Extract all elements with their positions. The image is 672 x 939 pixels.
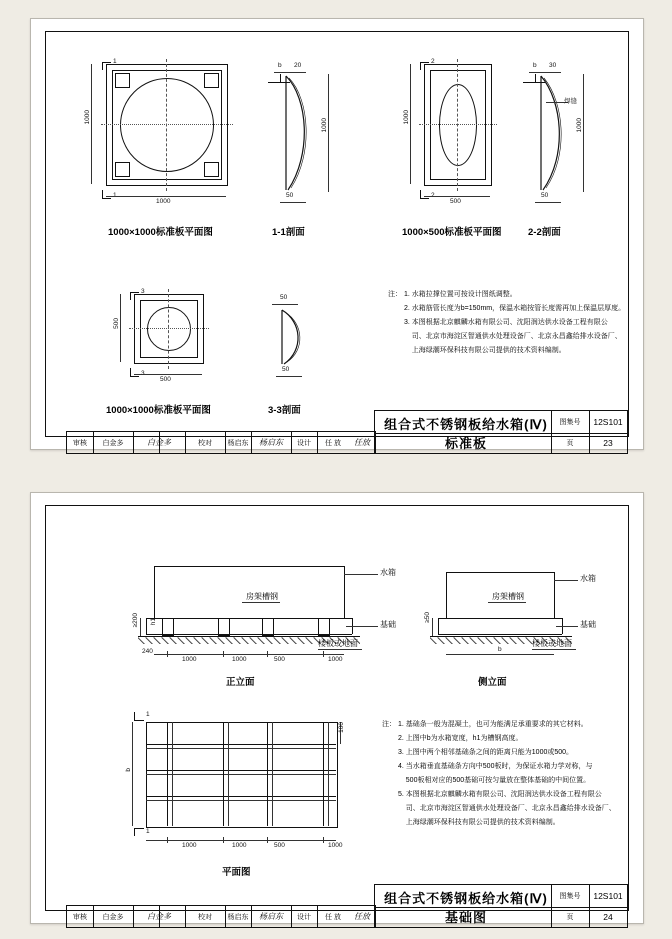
leader-base-side	[556, 626, 578, 627]
plan-rib-4	[323, 722, 324, 826]
side-tank-right	[554, 572, 555, 618]
leader-floor-front	[318, 649, 362, 650]
sig24-label-design: 设计	[297, 913, 311, 921]
signature-block-24	[66, 905, 376, 928]
plan-outline	[146, 722, 338, 828]
sec11-tab	[280, 74, 281, 82]
dim-line-height	[91, 64, 92, 184]
leader-tank-side	[554, 580, 578, 581]
note-line-5: 上海绿潮环保科技有限公司提供的技术资料编制。	[404, 347, 566, 354]
leader-channel-side	[488, 602, 526, 603]
dim-plan-bay-4: 1000	[328, 842, 343, 849]
page-label-23: 页	[566, 440, 574, 447]
page-label-24: 页	[566, 914, 574, 921]
section-number-3-top: 3	[141, 288, 145, 295]
dim-bay-4: 1000	[328, 656, 343, 663]
dim-line-top-sec11	[274, 72, 306, 73]
dim-height-1000: 1000	[84, 110, 91, 125]
sig-label-check: 校对	[198, 439, 212, 447]
dim-width-1000: 1000	[156, 198, 171, 205]
sig-hand-design: 任放	[354, 438, 370, 447]
dim-line-bays-front	[154, 654, 344, 655]
front-base-left	[146, 618, 147, 634]
plan-rib-3	[267, 722, 268, 826]
notes-heading-sheet23: 注：	[388, 291, 402, 298]
plan-beam-3	[146, 796, 336, 797]
plan-section-bottom-leg	[134, 828, 135, 836]
dim-line-height-500b	[120, 294, 121, 362]
plan-beam-1	[146, 744, 336, 745]
dim-line-height-1000b	[410, 64, 411, 184]
section-number-3-bottom: 3	[141, 370, 145, 377]
sig-label-design: 设计	[297, 439, 311, 447]
dim-h2-label: h1	[150, 618, 157, 626]
section-number-1-bottom: 1	[113, 192, 117, 199]
sig24-name-check: 杨启东	[227, 913, 249, 921]
side-base-left	[438, 618, 439, 634]
centerline-h	[419, 124, 497, 125]
leader-tank-front	[344, 574, 378, 575]
dim-offset-240: 240	[142, 648, 153, 655]
plan-section-number-top: 1	[146, 711, 150, 718]
sec33-profile	[278, 308, 312, 368]
atlas-label-24: 图集号	[559, 893, 581, 900]
sig-hand-check: 杨启东	[259, 438, 283, 447]
side-base-bottom	[438, 634, 562, 635]
dim-width-500b: 500	[160, 376, 171, 383]
dim-height-sec22: 1000	[576, 118, 583, 133]
section-mark-bottom-leg	[420, 190, 421, 198]
centerline-v	[166, 59, 167, 191]
base-block	[218, 618, 230, 636]
dim-30-sec22: 30	[549, 62, 557, 69]
sheet-title-24: 组合式不锈钢板给水箱(Ⅳ)基础图	[384, 891, 548, 925]
drawing-sheet-24	[30, 492, 644, 924]
label-channel-side: 房架槽钢	[492, 592, 524, 601]
corner-gusset	[115, 162, 130, 177]
section-number-1-top: 1	[113, 58, 117, 65]
sig24-hand-design: 任放	[354, 912, 370, 921]
sec11-profile	[282, 74, 318, 194]
sheet-border-2	[45, 505, 629, 925]
corner-gusset	[204, 162, 219, 177]
dim-line-b-side	[446, 654, 554, 655]
plate-1000x500-dome	[439, 84, 477, 166]
caption-plan-500x500: 1000×1000标准板平面图	[106, 405, 211, 416]
dim-50-sec11: 50	[286, 192, 294, 199]
sig-name-review: 白金多	[102, 439, 124, 447]
label-floor-front: 楼板或地面	[318, 639, 358, 648]
base-block	[318, 618, 330, 636]
title-block-sheet23	[374, 410, 628, 454]
dim-width-500: 500	[450, 198, 461, 205]
side-base-top	[438, 618, 562, 619]
front-tank-left	[154, 566, 155, 618]
plan-beam-1b	[146, 748, 336, 749]
label-base-side: 基础	[580, 620, 596, 629]
sheet-border	[45, 31, 629, 451]
note24-line-7: 司、北京市海淀区智通供水处理设备厂、北京永昌鑫给排水设备厂、	[398, 805, 616, 812]
note-line-3: 3. 本图根据北京麒麟水箱有限公司、沈阳润达供水设备工程有限公	[404, 319, 608, 326]
atlas-label-23: 图集号	[559, 419, 581, 426]
label-tank-front: 水箱	[380, 568, 396, 577]
section-mark-top	[420, 62, 429, 63]
section-number-2-bottom: 2	[431, 192, 435, 199]
dim-line-top-sec22	[529, 72, 561, 73]
sig24-name-review: 白金多	[102, 913, 124, 921]
caption-plan-1000x500: 1000×500标准板平面图	[402, 227, 502, 238]
drawing-sheet-23	[30, 18, 644, 450]
section-mark-bottom-leg	[130, 368, 131, 376]
note-line-4: 司、北京市海淀区智通供水处理设备厂、北京永昌鑫给排水设备厂、	[404, 333, 622, 340]
dim-h1-side-label: ≥50	[424, 612, 431, 623]
dim-50-sec22: 50	[541, 192, 549, 199]
dim-50-sec33-top: 50	[280, 294, 288, 301]
notes-heading-sheet24: 注：	[382, 721, 396, 728]
dim-line-bottom-sec22	[535, 202, 561, 203]
plate-500x500-dome	[147, 307, 191, 351]
dim-line-width-500b	[134, 374, 202, 375]
note24-line-5: 500板相对应的500基础可按匀量放在整体基础的中间位置。	[398, 777, 591, 784]
dim-b-sec11: b	[278, 62, 282, 69]
plan-rib-2	[223, 722, 224, 826]
atlas-number-23: 12S101	[593, 417, 623, 427]
plate-1000x1000-dome	[120, 78, 214, 172]
caption-side-elevation: 侧立面	[478, 677, 507, 688]
dim-plan-bay-1: 1000	[182, 842, 197, 849]
section-mark-top-leg	[130, 292, 131, 300]
plan-beam-2b	[146, 774, 336, 775]
base-block	[262, 618, 274, 636]
sig-hand-review: 白金多	[147, 438, 171, 447]
dim-100-plan: 100	[338, 722, 345, 733]
dim-h1-label: ≥200	[132, 613, 139, 628]
sig24-label-check: 校对	[198, 913, 212, 921]
dim-plan-bay-2: 1000	[232, 842, 247, 849]
title-block-sheet24	[374, 884, 628, 928]
label-base-front: 基础	[380, 620, 396, 629]
note24-line-1: 1. 基础条一般为混凝土，也可为能满足承重要求的其它材料。	[398, 721, 588, 728]
sig24-label-review: 审核	[73, 913, 87, 921]
dim-bay-3: 500	[274, 656, 285, 663]
sig-name-design: 任 放	[325, 439, 341, 447]
section-mark-top	[130, 292, 139, 293]
dim-50-sec33-bottom: 50	[282, 366, 290, 373]
plan-section-top	[134, 720, 144, 721]
dim-h1-side	[432, 618, 433, 636]
centerline-h	[101, 124, 233, 125]
caption-section-1-1: 1-1剖面	[272, 227, 305, 238]
side-tank-left	[446, 572, 447, 618]
atlas-number-24: 12S101	[593, 891, 623, 901]
corner-gusset	[115, 73, 130, 88]
centerline-v	[168, 289, 169, 369]
section-mark-top	[102, 62, 111, 63]
section-mark-bottom-leg	[102, 190, 103, 198]
note-line-2: 2. 水箱筋管长度为b=150mm，保温水箱按管长度需再加上保温层厚度。	[404, 305, 626, 312]
plan-section-top-leg	[134, 712, 135, 720]
corner-gusset	[204, 73, 219, 88]
dim-line-b-plan	[132, 722, 133, 826]
sec22-tab	[535, 74, 536, 82]
dim-h1-front	[140, 618, 141, 636]
centerline-h	[129, 328, 209, 329]
dim-b-side: b	[498, 646, 502, 653]
section-mark-top-leg	[420, 62, 421, 70]
sig24-name-design: 任 放	[325, 913, 341, 921]
note24-line-3: 3. 上图中两个相邻基础条之间的距离只能为1000或500。	[398, 749, 574, 756]
dim-b-sec22: b	[533, 62, 537, 69]
plan-rib-1	[167, 722, 168, 826]
side-tank-top	[446, 572, 554, 573]
centerline-v	[457, 59, 458, 191]
dim-line-top-sec33	[272, 304, 298, 305]
dim-bay-2: 1000	[232, 656, 247, 663]
page-number-23: 23	[603, 438, 613, 448]
dim-height-sec11: 1000	[321, 118, 328, 133]
sig-name-check: 杨启东	[227, 439, 249, 447]
section-mark-bottom	[420, 198, 429, 199]
section-number-2-top: 2	[431, 58, 435, 65]
dim-line-bottom-sec33	[276, 376, 302, 377]
dim-bay-1: 1000	[182, 656, 197, 663]
plan-section-number-bottom: 1	[146, 828, 150, 835]
base-block	[162, 618, 174, 636]
label-channel-front: 房架槽钢	[246, 592, 278, 601]
note24-line-6: 5. 本图根据北京麒麟水箱有限公司、沈阳润达供水设备工程有限公	[398, 791, 602, 798]
plan-beam-2	[146, 770, 336, 771]
weld-note-label: 焊缝	[564, 98, 577, 105]
section-mark-top-leg	[102, 62, 103, 70]
sig-label-review: 审核	[73, 439, 87, 447]
label-floor-side: 楼板或地面	[532, 639, 572, 648]
front-tank-top	[154, 566, 344, 567]
note24-line-2: 2. 上图中b为水箱宽度，h1为槽钢高度。	[398, 735, 523, 742]
sheet-title-23: 组合式不锈钢板给水箱(Ⅳ)标准板	[384, 417, 548, 451]
section-mark-bottom	[102, 198, 111, 199]
dim-line-width-500	[424, 196, 490, 197]
note24-line-4: 4. 当水箱垂直基础条方向中500板时，为保证水箱力学对称，与	[398, 763, 593, 770]
leader-floor-side	[532, 649, 576, 650]
leader-base-front	[346, 626, 378, 627]
leader-channel-front	[242, 602, 280, 603]
dim-line-bays-plan	[146, 840, 336, 841]
dim-plan-bay-3: 500	[274, 842, 285, 849]
dim-line-height-sec11	[328, 74, 329, 192]
label-tank-side: 水箱	[580, 574, 596, 583]
sig24-hand-check: 杨启东	[259, 912, 283, 921]
dim-b-plan: b	[125, 768, 132, 772]
section-mark-bottom	[130, 376, 139, 377]
caption-plan-24: 平面图	[222, 867, 251, 878]
note-line-1: 1. 水箱拉撑位置可按设计图纸调整。	[404, 291, 517, 298]
plan-section-bottom	[134, 828, 144, 829]
dim-line-height-sec22	[583, 74, 584, 192]
dim-height-500b: 500	[113, 318, 120, 329]
caption-section-3-3: 3-3剖面	[268, 405, 301, 416]
note24-line-8: 上海绿潮环保科技有限公司提供的技术资料编制。	[398, 819, 560, 826]
dim-line-bottom-sec11	[280, 202, 306, 203]
dim-line-width	[106, 196, 226, 197]
dim-20-sec11: 20	[294, 62, 302, 69]
caption-plan-1000x1000: 1000×1000标准板平面图	[108, 227, 213, 238]
page-number-24: 24	[603, 912, 613, 922]
signature-block-23	[66, 431, 376, 454]
plan-beam-3b	[146, 800, 336, 801]
sig24-hand-review: 白金多	[147, 912, 171, 921]
sec22-profile	[537, 74, 573, 194]
caption-front-elevation: 正立面	[226, 677, 255, 688]
caption-section-2-2: 2-2剖面	[528, 227, 561, 238]
dim-height-1000b: 1000	[403, 110, 410, 125]
